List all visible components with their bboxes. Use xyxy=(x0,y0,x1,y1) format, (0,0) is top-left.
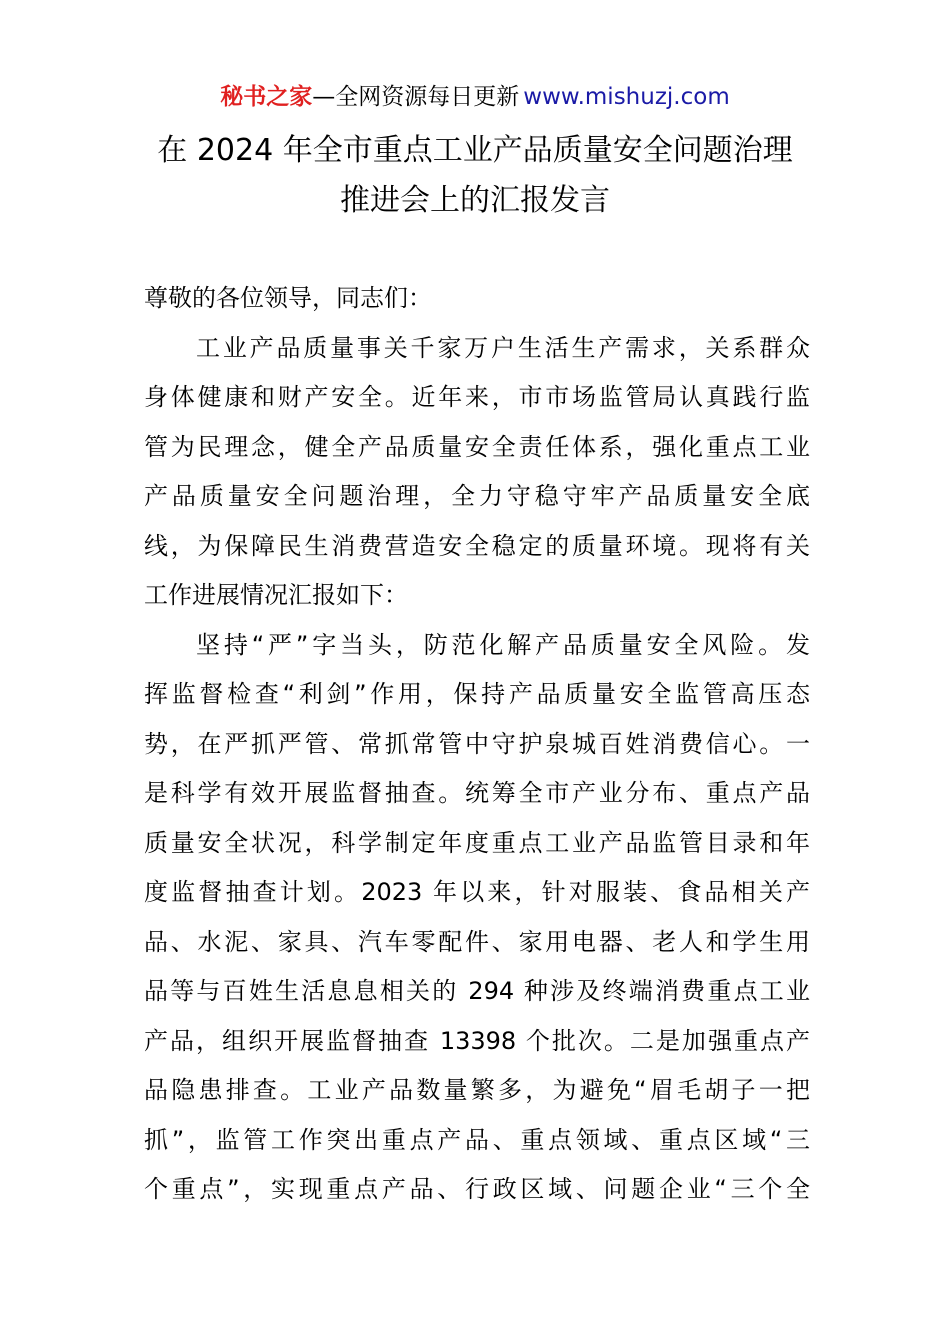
body-line: 线，为保障民生消费营造安全稳定的质量环境。现将有关 xyxy=(144,531,810,560)
body-line: 品等与百姓生活息息相关的 294 种涉及终端消费重点工业 xyxy=(144,977,810,1005)
title-line-2: 推进会上的汇报发言 xyxy=(340,183,610,218)
site-brand: 秘书之家 xyxy=(220,84,313,110)
body-line: 抓”，监管工作突出重点产品、重点领域、重点区域“三 xyxy=(144,1125,810,1154)
body-line: 品隐患排查。工业产品数量繁多，为避免“眉毛胡子一把 xyxy=(144,1076,810,1104)
site-tagline: —全网资源每日更新 xyxy=(312,84,520,110)
document-title xyxy=(0,126,950,226)
title-line-1: 在 2024 年全市重点工业产品质量安全问题治理 xyxy=(157,133,793,168)
body-line: 个重点”，实现重点产品、行政区域、问题企业“三个全 xyxy=(144,1175,810,1203)
body-line: 产品，组织开展监督抽查 13398 个批次。二是加强重点产 xyxy=(144,1026,810,1055)
body-line: 管为民理念，健全产品质量安全责任体系，强化重点工业 xyxy=(144,432,810,461)
body-line: 品、水泥、家具、汽车零配件、家用电器、老人和学生用 xyxy=(144,927,810,956)
body-line: 势，在严抓严管、常抓常管中守护泉城百姓消费信心。一 xyxy=(144,729,810,758)
body-line: 挥监督检查“利剑”作用，保持产品质量安全监管高压态 xyxy=(144,680,810,708)
body-line: 坚持“严”字当头，防范化解产品质量安全风险。发 xyxy=(196,630,810,659)
body-line: 产品质量安全问题治理，全力守稳守牢产品质量安全底 xyxy=(144,482,810,510)
document-body xyxy=(144,274,810,1215)
body-line: 工作进展情况汇报如下： xyxy=(144,581,408,609)
body-line: 度监督抽查计划。2023 年以来，针对服装、食品相关产 xyxy=(144,878,810,906)
site-url-link[interactable]: www.mishuzj.com xyxy=(523,84,730,110)
body-line: 身体健康和财产安全。近年来，市市场监管局认真践行监 xyxy=(144,383,810,411)
salutation: 尊敬的各位领导，同志们： xyxy=(144,284,432,312)
site-header xyxy=(0,80,950,114)
body-line: 质量安全状况，科学制定年度重点工业产品监管目录和年 xyxy=(144,828,810,857)
body-line: 工业产品质量事关千家万户生活生产需求，关系群众 xyxy=(196,333,810,362)
body-line: 是科学有效开展监督抽查。统筹全市产业分布、重点产品 xyxy=(144,779,810,807)
